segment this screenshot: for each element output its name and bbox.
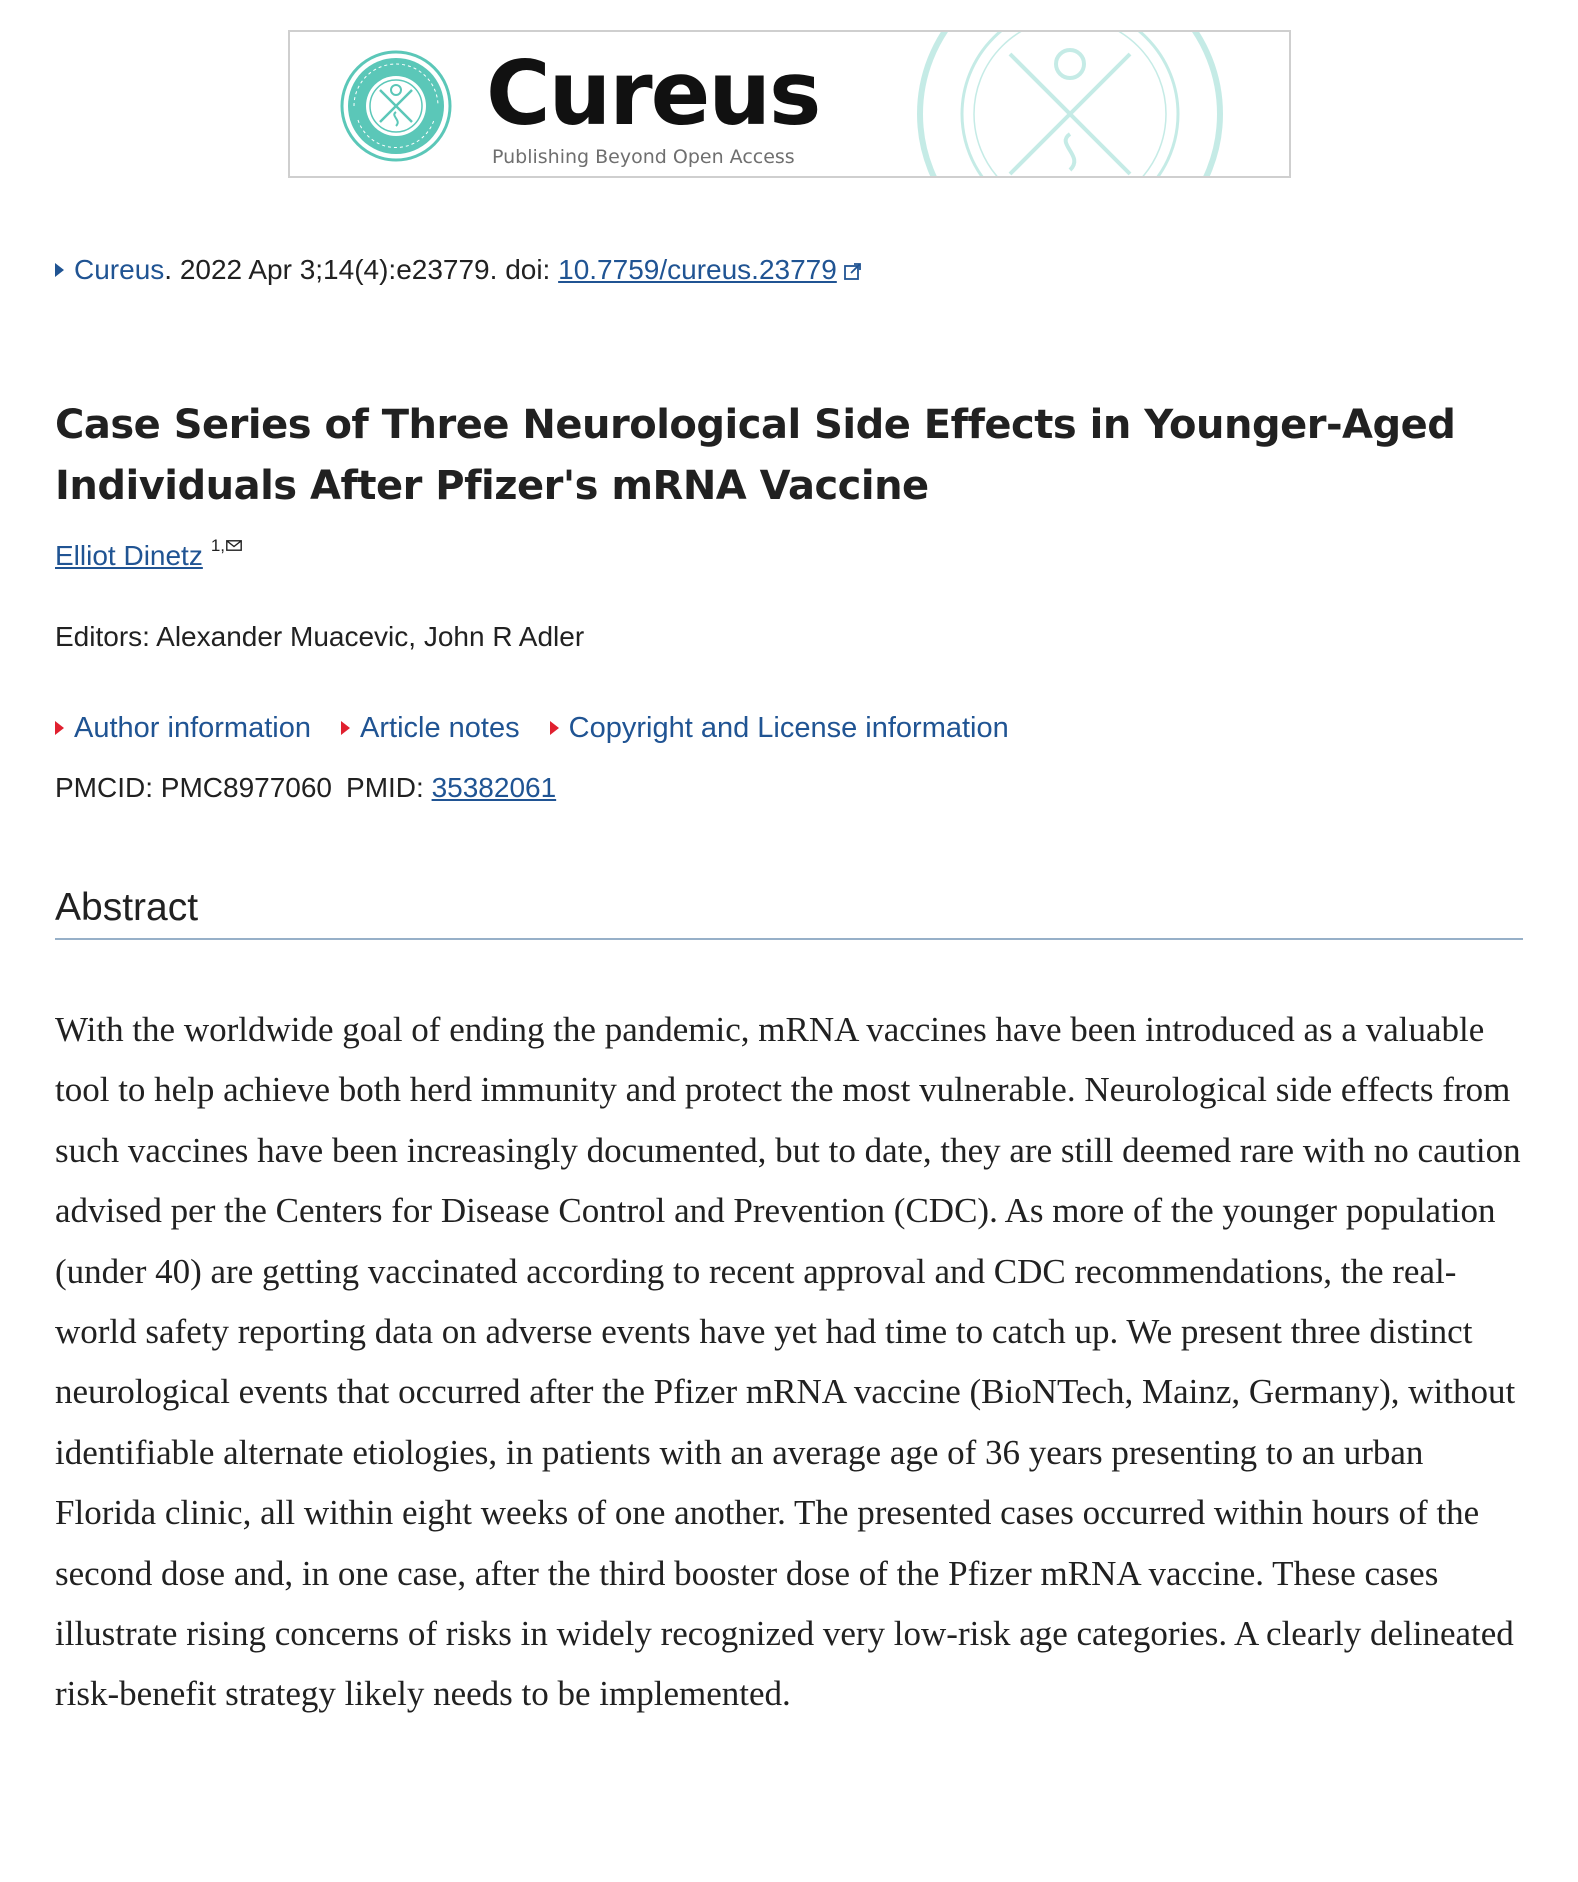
article-notes-toggle[interactable] [341, 710, 520, 746]
journal-link[interactable]: Cureus [74, 254, 165, 285]
expand-triangle-icon [55, 263, 64, 277]
article-ids [55, 770, 556, 806]
affiliation-number: 1, [210, 536, 226, 555]
article-info-links [55, 710, 1031, 746]
author-line [55, 528, 242, 574]
journal-seal-icon [340, 50, 452, 162]
doi-link[interactable]: 10.7759/cureus.23779 [558, 254, 837, 285]
author-information-toggle[interactable] [55, 710, 311, 746]
pmid-link[interactable]: 35382061 [431, 772, 557, 803]
expand-triangle-icon [55, 721, 64, 735]
expand-triangle-icon [550, 721, 559, 735]
external-link-icon[interactable] [843, 262, 863, 282]
abstract-heading: Abstract [55, 886, 199, 929]
brand-name: Cureus [486, 42, 820, 145]
author-link[interactable]: Elliot Dinetz [55, 540, 203, 571]
editors-line: Editors: Alexander Muacevic, John R Adler [55, 621, 585, 652]
pmid-label: PMID: [346, 772, 432, 803]
author-information-label[interactable]: Author information [74, 712, 311, 744]
article-notes-label[interactable]: Article notes [360, 712, 520, 744]
watermark-seal-icon [900, 30, 1240, 178]
abstract-text: With the worldwide goal of ending the pandemic, mRNA vaccines have been introduced as a valuable tool to help achieve both herd immunity and protect the most vulnerable. Neurological side effects from such vaccines have been increasingly documented, but to date, they are still deemed rare with no caution advised per the Centers for Disease Control and Prevention (CDC). As more of the younger population (under 40) are getting vaccinated according to recent approval and CDC recommendations, the real-world safety reporting data on adverse events have yet had time to catch up. We present three distinct neurological events that occurred after the Pfizer mRNA vaccine (BioNTech, Mainz, Germany), without identifiable alternate etiologies, in patients with an average age of 36 years presenting to an urban Florida clinic, all within eight weeks of one another. The presented cases occurred within hours of the second dose and, in one case, after the third booster dose of the Pfizer mRNA vaccine. These cases illustrate rising concerns of risks in widely recognized very low-risk age categories. A clearly delineated risk-benefit strategy likely needs to be implemented. [55, 1010, 1521, 1714]
article-title: Case Series of Three Neurological Side Effects in Younger-Aged Individuals After Pfizer's mRNA Vaccine [55, 401, 1456, 509]
expand-triangle-icon [341, 721, 350, 735]
copyright-license-label[interactable]: Copyright and License information [568, 712, 1009, 744]
copyright-license-toggle[interactable] [550, 710, 1009, 746]
section-divider [55, 938, 1523, 940]
author-affiliation [211, 536, 242, 555]
pmcid: PMCID: PMC8977060 [55, 772, 333, 803]
citation-details: . 2022 Apr 3;14(4):e23779. doi: [164, 254, 559, 285]
brand-tagline: Publishing Beyond Open Access [492, 146, 795, 168]
citation-line [55, 252, 863, 288]
journal-banner[interactable] [288, 30, 1291, 178]
envelope-icon[interactable] [226, 540, 242, 551]
